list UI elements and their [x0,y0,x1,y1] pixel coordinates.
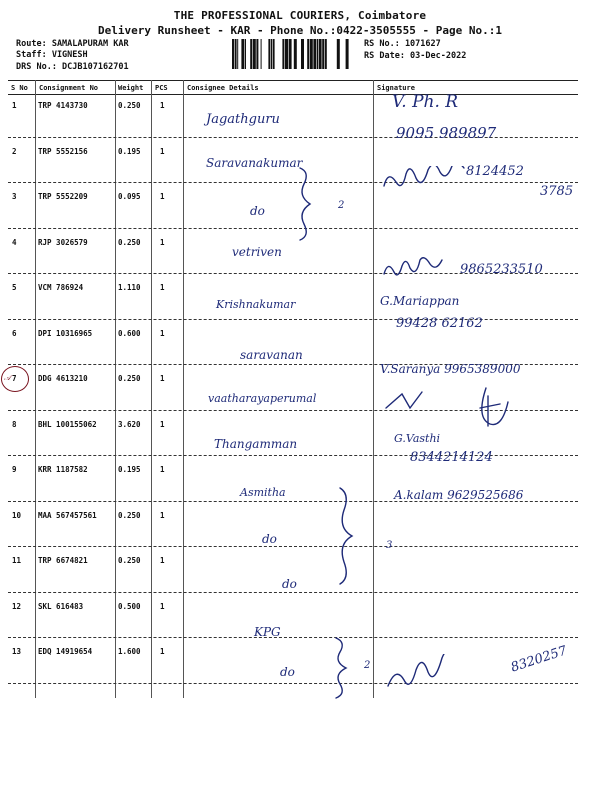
row-weight: 0.250 [118,237,141,247]
row-weight: 0.600 [118,328,141,338]
row-pcs: 1 [160,556,165,565]
col-header-pcs: PCS [155,84,168,92]
row-pcs: 1 [160,647,165,656]
col-header-sno: S No [11,84,28,92]
row-pcs: 1 [160,601,165,611]
row-pcs: 1 [160,283,165,292]
row-consignment-no: BHL 100155062 [38,419,97,429]
row-consignment-no: RJP 3026579 [38,237,88,247]
row-sno: 3 [12,192,17,201]
row-weight: 0.195 [118,146,141,156]
row-sno: 11 [12,556,22,565]
col-header-signature: Signature [377,84,415,92]
rs-number: RS No.: 1071627 [364,39,441,49]
row-sno: 7 [12,374,17,383]
row-pcs: 1 [160,237,165,247]
handwritten-consignee: Asmitha [240,486,286,499]
handwritten-signature: G.Mariappan [380,294,460,308]
brace-mark [300,168,310,240]
row-weight: 1.600 [118,647,141,656]
row-weight: 0.195 [118,465,141,474]
brace-count: 2 [338,200,345,211]
row-sno: 2 [12,146,17,156]
row-weight: 0.250 [118,556,141,565]
row-consignment-no: MAA 567457561 [38,510,97,520]
handwritten-signature: G.Vasthi [394,432,441,445]
col-header-consignment: Consignment No [39,84,99,92]
row-pcs: 1 [160,465,165,474]
handwritten-consignee: do [280,665,295,679]
row-weight: 0.250 [118,101,141,110]
row-consignment-no: EDQ 14919654 [38,647,93,656]
runsheet-subtitle: Delivery Runsheet - KAR - Phone No.:0422-3505555 - Page No.:1 [98,24,502,37]
row-pcs: 1 [160,419,165,429]
row-consignment-no: SKL 616483 [38,601,84,611]
tamil-signature-scribble [384,654,454,694]
row-weight: 1.110 [118,283,141,292]
handwritten-consignee: KPG [254,625,281,639]
row-weight: 0.500 [118,601,141,611]
row-pcs: 1 [160,101,165,110]
handwritten-signature: 9095 989897 [396,124,497,142]
handwritten-consignee: Jagathguru [206,112,280,127]
handwritten-signature: 99428 62162 [396,316,483,331]
handwritten-signature: 8320257 [509,643,569,676]
row-weight: 3.620 [118,419,141,429]
brace-count: 2 [364,660,371,671]
row-consignment-no: VCM 786924 [38,283,84,292]
stamp-mark-glyph: 𝒜 [4,374,11,382]
handwritten-signature: 8124452 [466,164,524,179]
row-sno: 5 [12,283,17,292]
handwritten-signature: V.Saranya 9965389000 [380,362,521,376]
handwritten-signature: A.kalam 9629525686 [394,488,524,502]
row-sno: 10 [12,510,22,520]
row-sno: 4 [12,237,17,247]
handwritten-consignee: do [262,532,277,546]
handwritten-consignee: vaatharayaperumal [208,392,317,405]
row-pcs: 1 [160,510,165,520]
handwritten-signature: 9865233510 [460,262,543,277]
row-consignment-no: TRP 5552156 [38,146,88,156]
row-sno: 13 [12,647,22,656]
col-header-weight: Weight [118,84,144,92]
row-pcs: 1 [160,192,165,201]
row-consignment-no: TRP 4143730 [38,101,88,110]
brace-count: 3 [386,540,393,551]
handwritten-consignee: Krishnakumar [216,298,296,311]
row-pcs: 1 [160,328,165,338]
row-consignment-no: DDG 4613210 [38,374,88,383]
row-consignment-no: DPI 10316965 [38,328,93,338]
row-sno: 9 [12,465,17,474]
handwritten-signature: 3785 [540,184,574,199]
row-weight: 0.250 [118,510,141,520]
brace-mark [336,638,346,698]
handwritten-signature: V. Ph. R [392,92,459,112]
handwritten-consignee: vetriven [232,245,282,259]
signature-scribble [386,392,422,408]
row-weight: 0.095 [118,192,141,201]
handwritten-consignee: Thangamman [214,437,298,451]
row-sno: 6 [12,328,17,338]
staff-label: Staff: VIGNESH [16,50,88,60]
tamil-signature-scribble [380,166,470,194]
tamil-signature-scribble [380,256,450,280]
row-weight: 0.250 [118,374,141,383]
col-header-consignee: Consignee Details [187,84,259,92]
row-sno: 1 [12,101,17,110]
row-sno: 8 [12,419,17,429]
brace-mark [340,488,352,584]
runsheet-title: THE PROFESSIONAL COURIERS, Coimbatore [173,9,427,22]
row-consignment-no: TRP 5552209 [38,192,88,201]
drs-number: DRS No.: DCJB107162701 [16,62,129,72]
handwritten-consignee: Saravanakumar [206,156,303,170]
handwritten-consignee: do [282,577,297,591]
handwritten-consignee: saravanan [240,348,303,362]
row-consignment-no: TRP 6674821 [38,556,88,565]
row-pcs: 1 [160,146,165,156]
handwritten-signature: 8344214124 [410,450,493,465]
route-label: Route: SAMALAPURAM KAR [16,39,129,49]
row-sno: 12 [12,601,22,611]
rs-date: RS Date: 03-Dec-2022 [364,51,467,61]
row-pcs: 1 [160,374,165,383]
row-consignment-no: KRR 1187582 [38,465,88,474]
handwritten-consignee: do [250,204,265,218]
